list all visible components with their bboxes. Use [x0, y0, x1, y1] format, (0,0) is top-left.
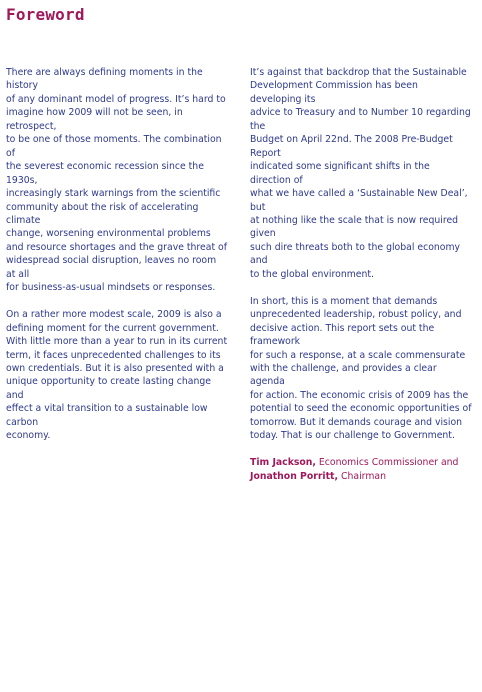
- paragraph-in-short: In short, this is a moment that demands unprecedented leadership, robust policy, and decisive action. This report sets out the framework for such a response, at a scale commensurate with the challenge, and provides a clear agenda for action. The economic crisis of 2009 has the potential to seed the economic opportunities of tomorrow. But it demands courage and vision today. That is our challenge to Government.: [250, 295, 472, 442]
- paragraph-defining-moments: There are always defining moments in the history of any dominant model of progress. It’s hard to imagine how 2009 will not be seen, in retrospect, to be one of those moments. The combination of the severest economic recession since the 1930s, increasingly stark warnings from the scientific community about the risk of accelerating climate change, worsening environmental problems and resource shortages and the grave threat of widespread social disruption, leaves no room at all for business-as-usual mindsets or responses.: [6, 67, 228, 294]
- signature-line: [250, 470, 472, 483]
- signature-name: Tim Jackson,: [250, 457, 316, 469]
- paragraph-backdrop: It’s against that backdrop that the Sustainable Development Commission has been developing its advice to Treasury and to Number 10 regarding the Budget on April 22nd. The 2008 Pre-Budget Report indicated some significant shifts in the direction of what we have called a ‘Sustainable New Deal’, but at nothing like the scale that is now required given such dire threats both to the global economy and to the global environment.: [250, 67, 471, 280]
- page-title: Foreword: [6, 5, 85, 24]
- right-column: [250, 66, 472, 483]
- signature-role: Economics Commissioner and: [318, 457, 459, 469]
- paragraph-government-moment: On a rather more modest scale, 2009 is also a defining moment for the current government. With little more than a year to run in its current term, it faces unprecedented challenges to its own credentials. But it is also presented with a unique opportunity to create lasting change and effect a vital transition to a sustainable low carbon economy.: [6, 309, 228, 442]
- signature-role: Chairman: [341, 470, 386, 482]
- left-column: [6, 66, 228, 456]
- signature-name: Jonathon Porritt,: [250, 470, 339, 482]
- signature-block: [250, 456, 472, 483]
- signature-line: [250, 456, 472, 469]
